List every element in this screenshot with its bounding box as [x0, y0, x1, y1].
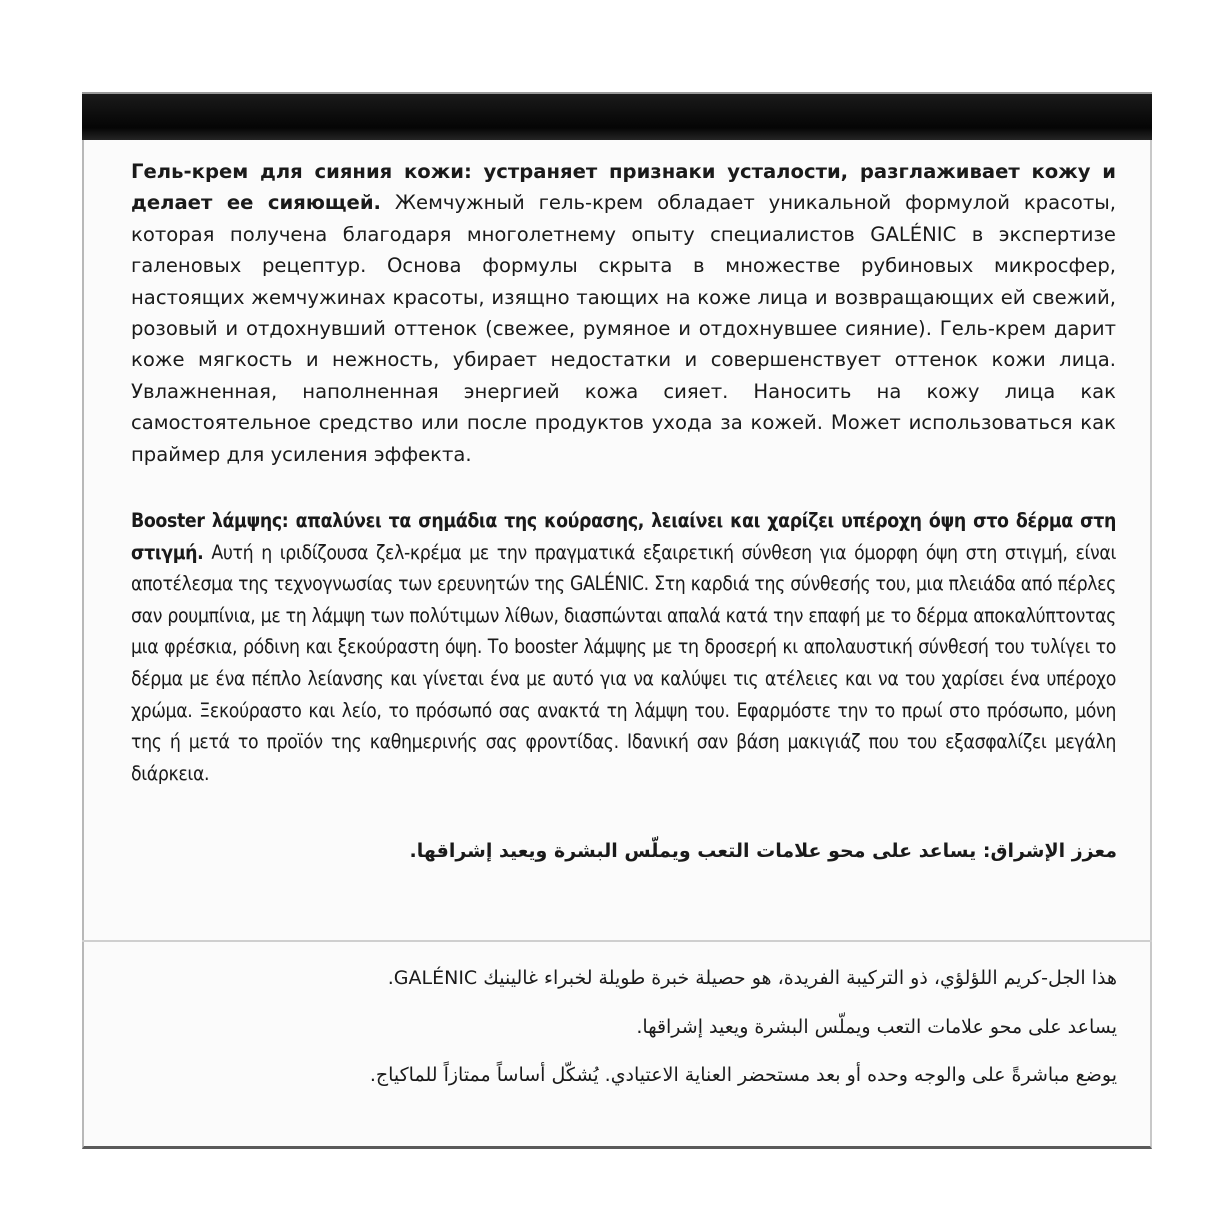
- arabic-line-2: يساعد على محو علامات التعب ويملّس البشرة ويعيد إشراقها.: [636, 1016, 1117, 1038]
- box-lid-band: [82, 92, 1152, 142]
- fold-line: [82, 940, 1152, 942]
- greek-lead: Booster λάμψης: απαλύνει τα σημάδια της κούρασης, λειαίνει και χαρίζει υπέροχη όψη στο δέρμα στη στιγμή.: [131, 509, 1116, 564]
- arabic-heading: معزز الإشراق: يساعد على محو علامات التعب ويملّس البشرة ويعيد إشراقها.: [409, 840, 1117, 862]
- russian-body: Жемчужный гель-крем обладает уникальной формулой красоты, которая получена благодаря многолетнему опыту специалистов GALÉNIC в экспертизе галеновых рецептур. Основа формулы скрыта в множестве рубиновых микросфер, настоящих жемчужинах красоты, изящно тающих на коже лица и возвращающих ей свежий, розовый и отдохнувший оттенок (свежее, румяное и отдохнувшее сияние). Гель-крем дарит коже мягкость и нежность, убирает недостатки и совершенствует оттенок кожи лица. Увлажненная, наполненная энергией кожа сияет. Наносить на кожу лица как самостоятельное средство или после продуктов ухода за кожей. Может использоваться как праймер для усиления эффекта.: [131, 191, 1116, 466]
- arabic-line-1: هذا الجل-كريم اللؤلؤي، ذو التركيبة الفريدة، هو حصيلة خبرة طويلة لخبراء غالينيك GALÉNIC.: [387, 967, 1117, 989]
- arabic-line-3: يوضع مباشرةً على والوجه وحده أو بعد مستحضر العناية الاعتيادي. يُشكّل أساساً ممتازاً للماكياج.: [369, 1064, 1117, 1086]
- greek-body: Αυτή η ιριδίζουσα ζελ-κρέμα με την πραγματικά εξαιρετική σύνθεση για όμορφη όψη στη στιγμή, είναι αποτέλεσμα της τεχνογνωσίας των ερευνητών της GALÉNIC. Στη καρδιά της σύνθεσής του, μια πλειάδα από πέρλες σαν ρουμπίνια, με τη λάμψη των πολύτιμων λίθων, διασπώνται απαλά κατά την επαφή με το δέρμα αποκαλύπτοντας μια φρέσκια, ρόδινη και ξεκούραστη όψη. Το booster λάμψης με τη δροσερή κι απολαυστική σύνθεσή του τυλίγει το δέρμα με ένα πέπλο λείανσης και γίνεται ένα με αυτό για να καλύψει τις ατέλειες και να του χαρίσει ένα υπέροχο χρώμα. Ξεκούραστο και λείο, το πρόσωπό σας ανακτά τη λάμψη του. Εφαρμόστε την το πρωί στο πρόσωπο, μόνη της ή μετά το προϊόν της καθημερινής σας φροντίδας. Ιδανική σαν βάση μακιγιάζ που του εξασφαλίζει μεγάλη διάρκεια.: [131, 540, 1116, 785]
- greek-description: [131, 505, 1116, 789]
- russian-description: [131, 156, 1116, 470]
- russian-lead: Гель-крем для сияния кожи: устраняет признаки усталости, разглаживает кожу и делает ее сияющей.: [131, 160, 1116, 215]
